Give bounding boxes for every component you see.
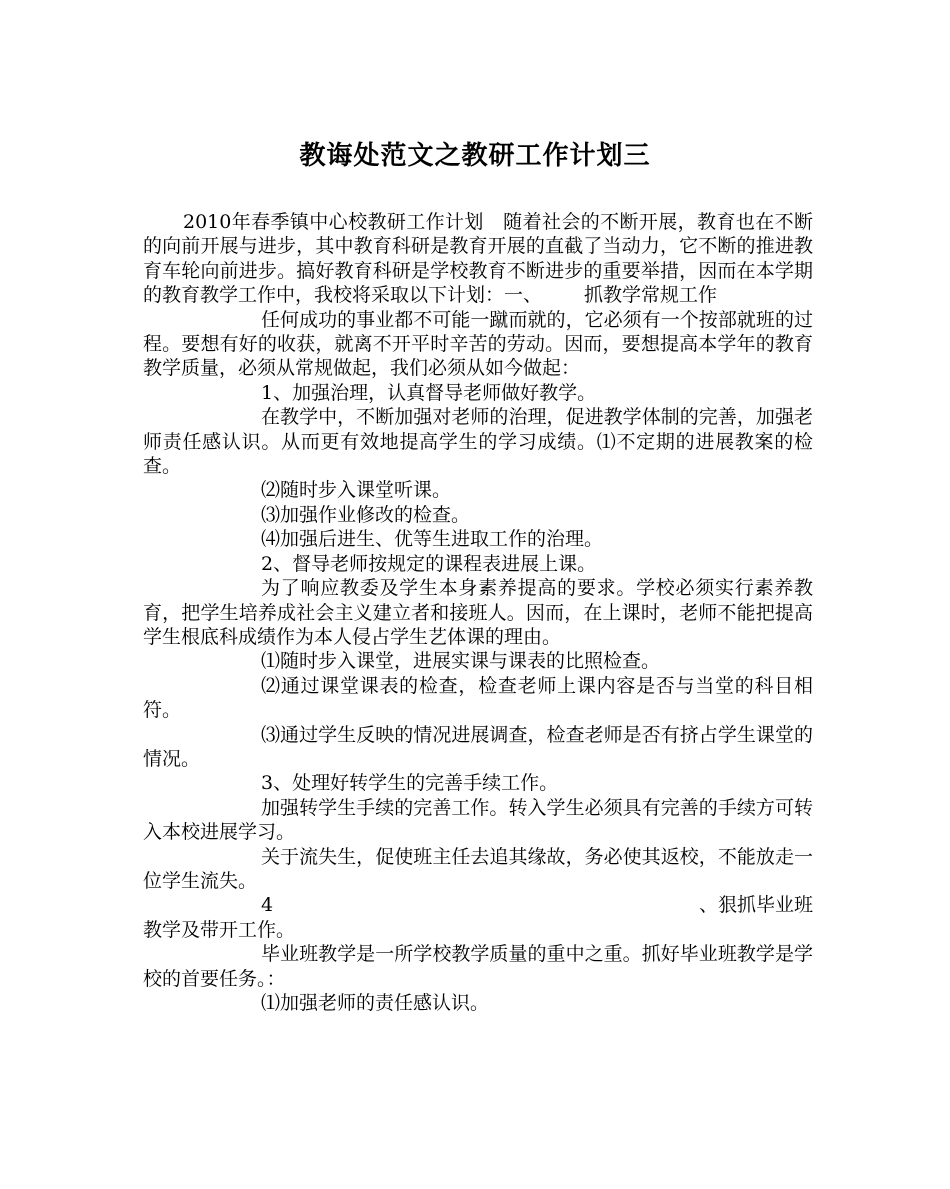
list-item: ⑵随时步入课堂听课。	[261, 479, 452, 502]
section-one-heading: 抓教学常规工作	[584, 284, 718, 307]
list-item: ⑶通过学生反映的情况进展调查，检查老师是否有挤占学生课堂的情况。	[143, 723, 813, 770]
document-title: 教诲处范文之教研工作计划三	[299, 141, 651, 171]
intro-text: 2010年春季镇中心校教研工作计划 随着社会的不断开展，教育也在不断的向前开展与进步，其中教育科研是教育开展的直截了当动力，它不断的推进教育车轮向前进步。搞好教育科研是学校教育不断进步的重要举措，因而在本学期的教育教学工作中，我校将采取以下计划：一、	[143, 211, 813, 307]
document-body	[143, 210, 813, 1015]
list-item: ⑷加强后进生、优等生进取工作的治理。	[261, 528, 604, 551]
paragraph: 毕业班教学是一所学校教学质量的重中之重。抓好毕业班教学是学校的首要任务。：	[143, 943, 813, 990]
list-item-four	[143, 893, 813, 917]
list-item: ⑵通过课堂课表的检查，检查老师上课内容是否与当堂的科目相符。	[143, 674, 813, 722]
list-item: 3、处理好转学生的完善手续工作。	[261, 772, 559, 795]
list-item: 2、督导老师按规定的课程表进展上课。	[261, 552, 597, 575]
list-item: ⑴随时步入课堂，进展实课与课表的比照检查。	[261, 650, 661, 673]
list-item: 1、加强治理，认真督导老师做好教学。	[261, 381, 597, 404]
item-heading-continued: 教学及带开工作。	[143, 918, 296, 941]
paragraph-intro	[143, 210, 813, 308]
item-number: 4	[261, 894, 274, 917]
paragraph: 为了响应教委及学生本身素养提高的要求。学校必须实行素养教育，把学生培养成社会主义建立者和接班人。因而，在上课时，老师不能把提高学生根底科成绩作为本人侵占学生艺体课的理由。	[143, 577, 813, 648]
item-heading: 、狠抓毕业班	[698, 894, 813, 917]
list-item: ⑴加强老师的责任感认识。	[261, 992, 490, 1014]
paragraph: 加强转学生手续的完善工作。转入学生必须具有完善的手续方可转入本校进展学习。	[143, 796, 813, 844]
list-item: ⑶加强作业修改的检查。	[261, 503, 471, 526]
paragraph: 任何成功的事业都不可能一蹴而就的，它必须有一个按部就班的过程。要想有好的收获，就离不开平时辛苦的劳动。因而，要想提高本学年的教育教学质量，必须从常规做起，我们必须从如今做起：	[143, 308, 813, 380]
paragraph: 关于流失生，促使班主任去追其缘故，务必使其返校，不能放走一位学生流失。	[143, 845, 813, 892]
paragraph: 在教学中，不断加强对老师的治理，促进教学体制的完善，加强老师责任感认识。从而更有效地提高学生的学习成绩。⑴不定期的进展教案的检查。	[143, 406, 813, 478]
